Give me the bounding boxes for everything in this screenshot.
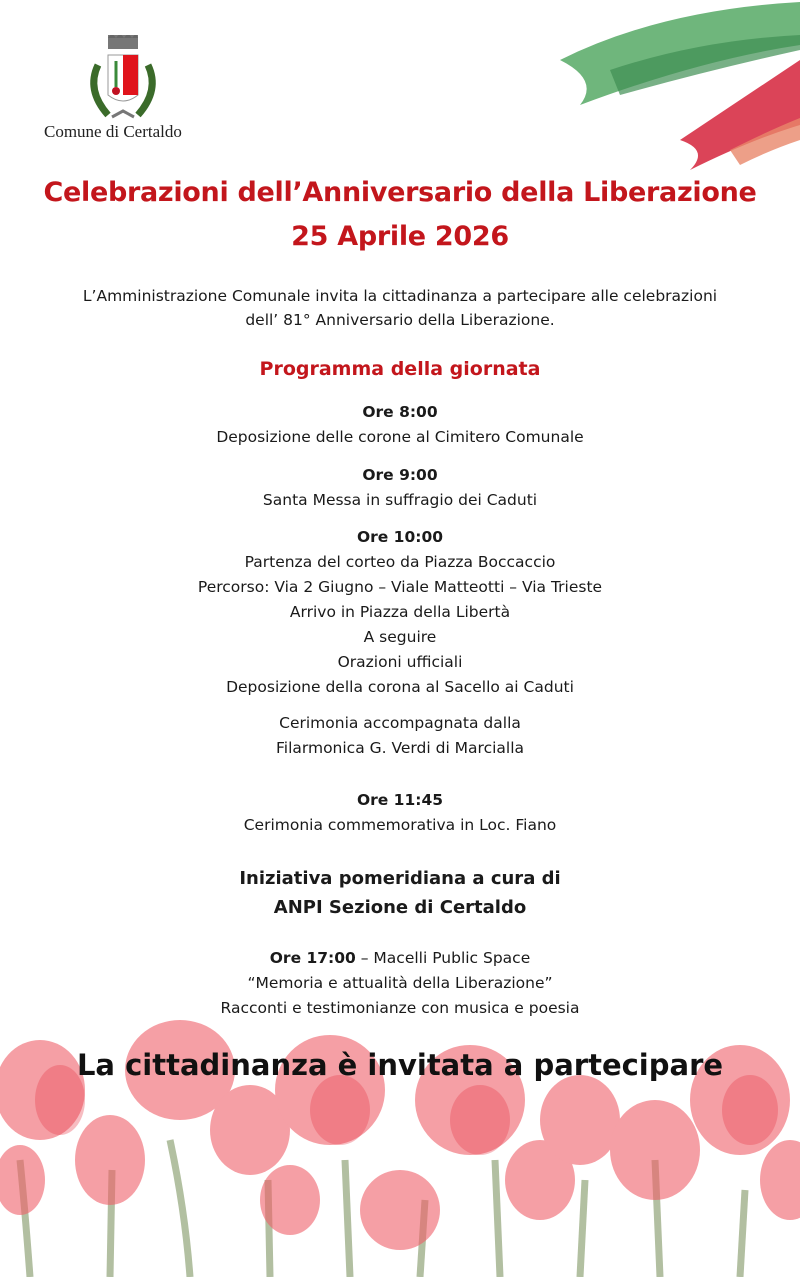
event-time: Ore 9:00 [362,466,438,484]
title-date: 25 Aprile 2026 [291,221,509,252]
event-note: Cerimonia accompagnata dalla [279,714,521,732]
event-desc: Deposizione delle corone al Cimitero Comunale [216,428,584,446]
intro-text [0,284,800,332]
title-line: Celebrazioni dell’Anniversario della Liberazione [43,177,757,208]
event-desc: Racconti e testimonianze con musica e poesia [220,999,580,1017]
intro-line: dell’ 81° Anniversario della Liberazione. [245,311,555,329]
event-desc: A seguire [363,628,437,646]
event-note: Filarmonica G. Verdi di Marcialla [275,739,525,757]
laurel-icon [94,65,108,115]
event-time: Ore 8:00 [362,403,438,421]
afternoon-heading-line: ANPI Sezione di Certaldo [273,897,527,918]
afternoon-heading-line: Iniziativa pomeridiana a cura di [239,868,561,889]
event-desc: Cerimonia commemorativa in Loc. Fiano [243,816,557,834]
event-desc: “Memoria e attualità della Liberazione” [247,974,553,992]
event-9 [0,463,800,513]
event-desc: Santa Messa in suffragio dei Caduti [262,491,538,509]
event-desc: Deposizione della corona al Sacello ai Caduti [226,678,574,696]
intro-line: L’Amministrazione Comunale invita la cittadinanza a partecipare alle celebrazioni [82,287,718,305]
afternoon-heading [0,864,800,922]
italian-flag-brushstroke [540,0,800,175]
event-1145 [0,788,800,838]
event-8 [0,400,800,450]
event-place: – Macelli Public Space [355,949,531,967]
event-desc: Partenza del corteo da Piazza Boccaccio [244,553,556,571]
closing-invitation: La cittadinanza è invitata a partecipare [76,1048,724,1082]
event-desc: Orazioni ufficiali [337,653,463,671]
page-title [0,171,800,259]
event-time: Ore 11:45 [356,791,444,809]
coat-of-arms-logo [40,35,210,145]
event-10 [0,525,800,761]
program-heading: Programma della giornata [259,358,541,380]
municipality-name: Comune di Certaldo [44,122,182,141]
event-time: Ore 17:00 [269,949,356,967]
event-time: Ore 10:00 [356,528,444,546]
event-desc: Arrivo in Piazza della Libertà [289,603,511,621]
event-desc: Percorso: Via 2 Giugno – Viale Matteotti – Via Trieste [197,578,603,596]
